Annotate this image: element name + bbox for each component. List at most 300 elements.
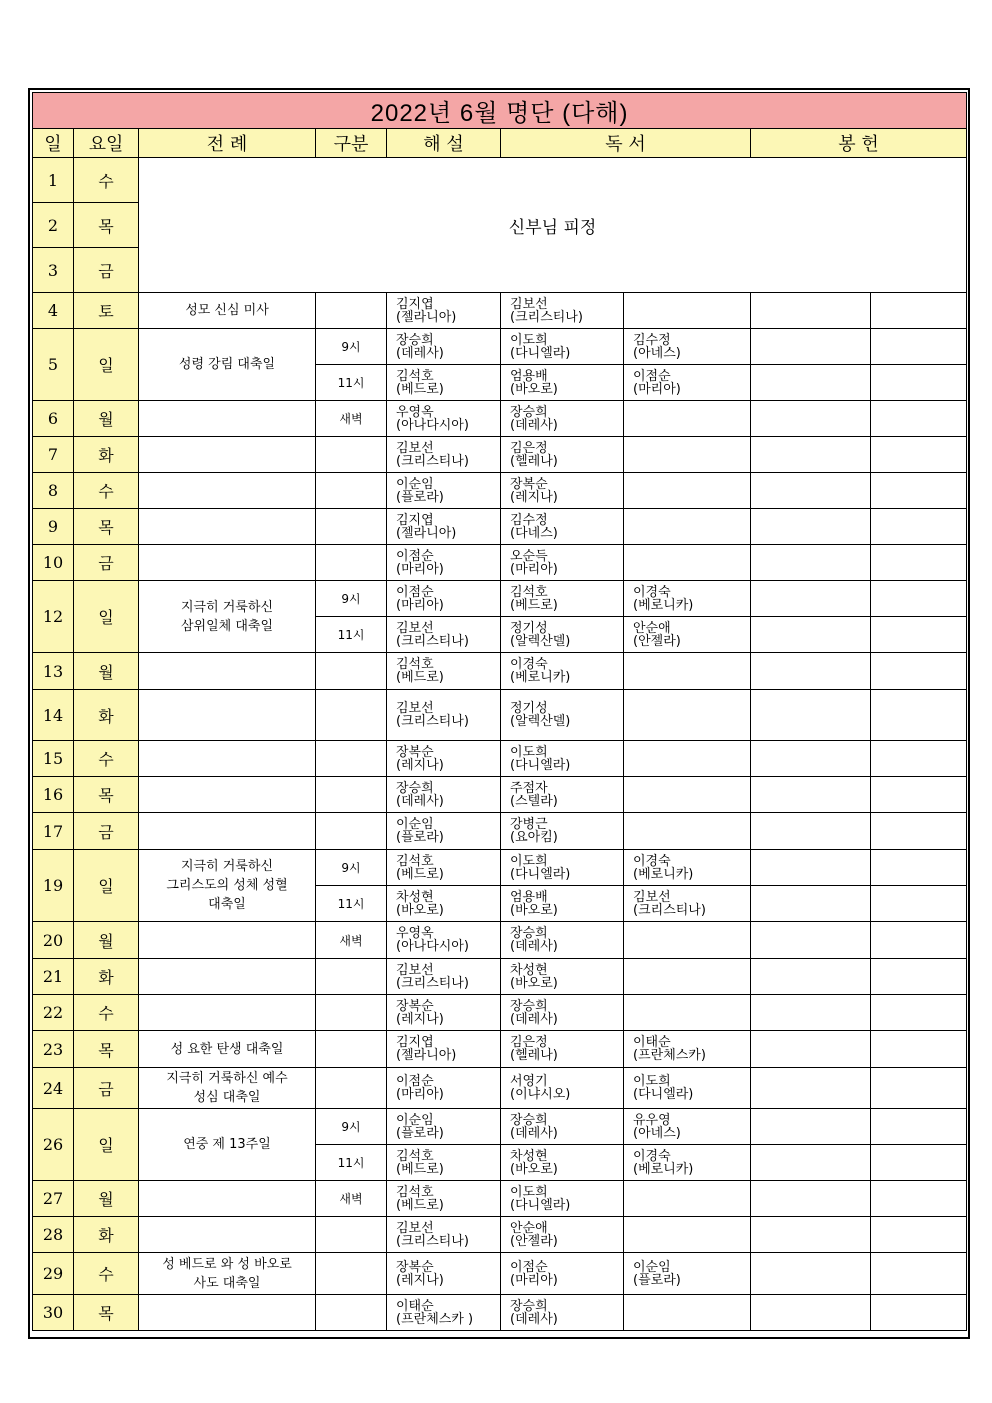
liturgy-cell [139, 1295, 316, 1331]
baptismal-name: (크리스티나) [510, 309, 583, 325]
person-name: 김보선 [396, 440, 434, 456]
name-cell [387, 1068, 501, 1109]
name-cell [387, 1253, 501, 1295]
day-number: 19 [33, 850, 74, 922]
person-name: 이순임 [396, 476, 434, 492]
name-cell [387, 293, 501, 329]
name-cell [624, 293, 751, 329]
table-row [33, 777, 967, 813]
weekday: 목 [74, 777, 139, 813]
liturgy-cell [139, 473, 316, 509]
table-row [33, 1068, 967, 1109]
offering-cell [751, 329, 871, 365]
service-type [316, 813, 387, 850]
baptismal-name: (플로라) [633, 1272, 681, 1288]
liturgy-cell: 성 요한 탄생 대축일 [139, 1031, 316, 1068]
offering-cell [751, 293, 871, 329]
person-name: 장승희 [396, 332, 434, 348]
table-row [33, 437, 967, 473]
baptismal-name: (베로니카) [633, 1161, 694, 1177]
table-row [33, 1295, 967, 1331]
offering-cell [871, 850, 967, 886]
service-type: 9시 [316, 329, 387, 365]
header-commentary: 해 설 [387, 129, 501, 158]
header-liturgy: 전 례 [139, 129, 316, 158]
name-cell [624, 777, 751, 813]
person-name: 이태순 [633, 1035, 671, 1050]
name-cell [501, 1217, 624, 1253]
weekday: 일 [74, 581, 139, 653]
service-type [316, 777, 387, 813]
table-row [33, 1217, 967, 1253]
name-cell [387, 1145, 501, 1181]
table-row [33, 741, 967, 777]
person-name: 장승희 [510, 1112, 548, 1128]
name-cell [387, 922, 501, 959]
weekday: 일 [74, 850, 139, 922]
baptismal-name: (마리아) [396, 561, 444, 577]
person-name: 김지엽 [396, 296, 434, 312]
day-number: 5 [33, 329, 74, 401]
name-cell [387, 365, 501, 401]
name-cell [624, 473, 751, 509]
day-number: 4 [33, 293, 74, 329]
service-type: 11시 [316, 617, 387, 653]
liturgy-cell [139, 995, 316, 1031]
person-name: 이순임 [396, 817, 434, 832]
table-row [33, 995, 967, 1031]
name-cell [387, 813, 501, 850]
table-row [33, 813, 967, 850]
day-number: 30 [33, 1295, 74, 1331]
offering-cell [871, 473, 967, 509]
person-name: 정기성 [510, 701, 548, 716]
table-row [33, 922, 967, 959]
name-cell [387, 617, 501, 653]
person-name: 서영기 [510, 1074, 548, 1089]
baptismal-name: (데레사) [396, 793, 444, 809]
weekday: 금 [74, 1068, 139, 1109]
baptismal-name: (데레사) [510, 417, 558, 433]
baptismal-name: (프란체스카) [633, 1048, 706, 1063]
weekday: 월 [74, 922, 139, 959]
baptismal-name: (베드로) [396, 1197, 444, 1213]
day-number: 8 [33, 473, 74, 509]
weekday: 금 [74, 545, 139, 581]
table-row [33, 1031, 967, 1068]
day-number: 10 [33, 545, 74, 581]
weekday: 목 [74, 1295, 139, 1331]
baptismal-name: (다니엘라) [510, 1197, 571, 1213]
baptismal-name: (마리아) [396, 597, 444, 613]
header-day: 일 [33, 129, 74, 158]
weekday: 목 [74, 203, 139, 248]
day-number: 6 [33, 401, 74, 437]
offering-cell [751, 850, 871, 886]
baptismal-name: (베로니카) [510, 670, 571, 685]
notice-text: 신부님 피정 [139, 158, 967, 293]
service-type [316, 690, 387, 741]
baptismal-name: (바오로) [396, 902, 444, 918]
service-type [316, 741, 387, 777]
day-number: 16 [33, 777, 74, 813]
name-cell [501, 653, 624, 690]
name-cell [501, 741, 624, 777]
person-name: 이도희 [510, 744, 548, 760]
name-cell [624, 545, 751, 581]
person-name: 김보선 [396, 962, 434, 978]
baptismal-name: (스텔라) [510, 793, 558, 809]
baptismal-name: (데레사) [510, 1011, 558, 1027]
person-name: 안순애 [510, 1220, 548, 1236]
baptismal-name: (바오로) [510, 902, 558, 918]
name-cell [624, 1145, 751, 1181]
person-name: 이태순 [396, 1298, 434, 1314]
day-number: 12 [33, 581, 74, 653]
liturgy-cell [139, 690, 316, 741]
liturgy-cell [139, 653, 316, 690]
liturgy-cell: 성령 강림 대축일 [139, 329, 316, 401]
header-reading: 독 서 [501, 129, 751, 158]
person-name: 장복순 [396, 998, 434, 1014]
service-type [316, 1068, 387, 1109]
liturgy-cell: 지극히 거룩하신 삼위일체 대축일 [139, 581, 316, 653]
offering-cell [871, 365, 967, 401]
baptismal-name: (베드로) [510, 597, 558, 613]
table-row [33, 581, 967, 617]
day-number: 21 [33, 959, 74, 995]
baptismal-name: (아나다시아) [396, 939, 469, 954]
baptismal-name: (안젤라) [510, 1233, 558, 1249]
name-cell [387, 401, 501, 437]
offering-cell [751, 509, 871, 545]
offering-cell [871, 1068, 967, 1109]
header-offering: 봉 헌 [751, 129, 967, 158]
day-number: 7 [33, 437, 74, 473]
offering-cell [751, 690, 871, 741]
person-name: 이도희 [510, 332, 548, 348]
offering-cell [871, 401, 967, 437]
day-number: 9 [33, 509, 74, 545]
person-name: 차성현 [396, 889, 434, 905]
name-cell [387, 1109, 501, 1145]
person-name: 김보선 [396, 620, 434, 636]
person-name: 이경숙 [633, 584, 671, 600]
day-number: 28 [33, 1217, 74, 1253]
offering-cell [871, 922, 967, 959]
person-name: 김수정 [633, 332, 671, 348]
offering-cell [751, 653, 871, 690]
day-number: 2 [33, 203, 74, 248]
name-cell [501, 329, 624, 365]
baptismal-name: (요아킴) [510, 830, 558, 845]
table-row [33, 401, 967, 437]
name-cell [501, 813, 624, 850]
baptismal-name: (베드로) [396, 866, 444, 882]
person-name: 엄용배 [510, 889, 548, 905]
name-cell [624, 922, 751, 959]
name-cell [501, 959, 624, 995]
baptismal-name: (플로라) [396, 1125, 444, 1141]
baptismal-name: (바오로) [510, 381, 558, 397]
table-row [33, 690, 967, 741]
offering-cell [871, 509, 967, 545]
roster-frame [28, 88, 970, 1339]
table-row [33, 293, 967, 329]
table-row [33, 653, 967, 690]
baptismal-name: (이냐시오) [510, 1087, 571, 1102]
name-cell [501, 1181, 624, 1217]
name-cell [501, 886, 624, 922]
baptismal-name: (레지나) [396, 1272, 444, 1288]
service-type: 새벽 [316, 922, 387, 959]
baptismal-name: (크리스티나) [396, 633, 469, 649]
name-cell [501, 365, 624, 401]
name-cell [501, 437, 624, 473]
liturgy-cell [139, 741, 316, 777]
offering-cell [751, 1145, 871, 1181]
name-cell [501, 473, 624, 509]
baptismal-name: (베로니카) [633, 597, 694, 613]
name-cell [501, 401, 624, 437]
baptismal-name: (플로라) [396, 830, 444, 845]
table-row [33, 1181, 967, 1217]
offering-cell [751, 995, 871, 1031]
table-row [33, 473, 967, 509]
offering-cell [751, 1068, 871, 1109]
weekday: 수 [74, 995, 139, 1031]
offering-cell [871, 293, 967, 329]
name-cell [501, 1145, 624, 1181]
name-cell [387, 1031, 501, 1068]
baptismal-name: (레지나) [396, 1011, 444, 1027]
baptismal-name: (데레사) [396, 345, 444, 361]
offering-cell [871, 741, 967, 777]
offering-cell [871, 1295, 967, 1331]
offering-cell [751, 365, 871, 401]
weekday: 월 [74, 653, 139, 690]
person-name: 김은정 [510, 1035, 548, 1050]
name-cell [624, 850, 751, 886]
baptismal-name: (다네스) [510, 525, 558, 541]
day-number: 24 [33, 1068, 74, 1109]
offering-cell [871, 1145, 967, 1181]
name-cell [387, 1181, 501, 1217]
weekday: 금 [74, 813, 139, 850]
liturgy-cell [139, 1181, 316, 1217]
service-type: 11시 [316, 886, 387, 922]
baptismal-name: (젤라니아) [396, 525, 457, 541]
baptismal-name: (크리스티나) [396, 714, 469, 729]
liturgy-cell [139, 437, 316, 473]
day-number: 13 [33, 653, 74, 690]
person-name: 이도희 [633, 1074, 671, 1089]
name-cell [387, 690, 501, 741]
service-type [316, 545, 387, 581]
name-cell [624, 509, 751, 545]
person-name: 장승희 [396, 780, 434, 796]
baptismal-name: (베드로) [396, 1161, 444, 1177]
baptismal-name: (아네스) [633, 345, 681, 361]
table-row [33, 850, 967, 886]
person-name: 이점순 [396, 548, 434, 564]
day-number: 15 [33, 741, 74, 777]
person-name: 이순임 [633, 1259, 671, 1275]
liturgy-cell [139, 959, 316, 995]
service-type: 9시 [316, 1109, 387, 1145]
weekday: 수 [74, 1253, 139, 1295]
weekday: 월 [74, 401, 139, 437]
person-name: 안순애 [633, 620, 671, 636]
table-row [33, 509, 967, 545]
name-cell [387, 509, 501, 545]
person-name: 김석호 [396, 657, 434, 672]
baptismal-name: (마리아) [510, 1272, 558, 1288]
name-cell [387, 473, 501, 509]
person-name: 김석호 [396, 368, 434, 384]
table-row [33, 158, 967, 203]
offering-cell [871, 437, 967, 473]
person-name: 김보선 [396, 1220, 434, 1236]
baptismal-name: (레지나) [396, 757, 444, 773]
name-cell [624, 617, 751, 653]
baptismal-name: (알렉산델) [510, 633, 571, 649]
person-name: 김보선 [396, 701, 434, 716]
name-cell [501, 509, 624, 545]
offering-cell [871, 617, 967, 653]
offering-cell [751, 813, 871, 850]
person-name: 이점순 [396, 1074, 434, 1089]
offering-cell [871, 545, 967, 581]
name-cell [501, 545, 624, 581]
person-name: 김수정 [510, 512, 548, 528]
person-name: 장승희 [510, 1298, 548, 1314]
weekday: 수 [74, 473, 139, 509]
day-number: 29 [33, 1253, 74, 1295]
baptismal-name: (크리스티나) [396, 1233, 469, 1249]
person-name: 오순득 [510, 548, 548, 564]
baptismal-name: (헬레나) [510, 453, 558, 469]
service-type [316, 653, 387, 690]
service-type [316, 995, 387, 1031]
name-cell [624, 1295, 751, 1331]
service-type [316, 1031, 387, 1068]
name-cell [387, 1295, 501, 1331]
offering-cell [871, 581, 967, 617]
day-number: 23 [33, 1031, 74, 1068]
name-cell [624, 886, 751, 922]
baptismal-name: (베드로) [396, 381, 444, 397]
person-name: 이경숙 [510, 657, 548, 672]
name-cell [624, 365, 751, 401]
person-name: 이순임 [396, 1112, 434, 1128]
name-cell [387, 995, 501, 1031]
weekday: 수 [74, 741, 139, 777]
person-name: 이경숙 [633, 1148, 671, 1164]
liturgy-cell [139, 401, 316, 437]
person-name: 김지엽 [396, 1035, 434, 1050]
offering-cell [871, 1217, 967, 1253]
name-cell [624, 1253, 751, 1295]
day-number: 1 [33, 158, 74, 203]
offering-cell [871, 886, 967, 922]
offering-cell [871, 777, 967, 813]
name-cell [501, 690, 624, 741]
roster-table [32, 92, 967, 1331]
name-cell [387, 545, 501, 581]
baptismal-name: (데레사) [510, 1311, 558, 1327]
offering-cell [871, 1181, 967, 1217]
name-cell [624, 1068, 751, 1109]
table-row [33, 1109, 967, 1145]
baptismal-name: (크리스티나) [633, 902, 706, 918]
offering-cell [871, 653, 967, 690]
person-name: 장복순 [396, 744, 434, 760]
baptismal-name: (크리스티나) [396, 975, 469, 991]
offering-cell [751, 777, 871, 813]
header-weekday: 요일 [74, 129, 139, 158]
liturgy-cell [139, 777, 316, 813]
offering-cell [751, 1253, 871, 1295]
liturgy-cell [139, 922, 316, 959]
name-cell [387, 777, 501, 813]
offering-cell [751, 1109, 871, 1145]
person-name: 이점순 [633, 368, 671, 384]
baptismal-name: (데레사) [510, 1125, 558, 1141]
baptismal-name: (아네스) [633, 1125, 681, 1141]
service-type: 9시 [316, 581, 387, 617]
weekday: 목 [74, 509, 139, 545]
person-name: 주점자 [510, 780, 548, 796]
service-type: 11시 [316, 1145, 387, 1181]
offering-cell [751, 545, 871, 581]
name-cell [501, 293, 624, 329]
liturgy-cell [139, 1217, 316, 1253]
offering-cell [751, 473, 871, 509]
person-name: 김석호 [396, 853, 434, 869]
person-name: 김석호 [396, 1184, 434, 1200]
person-name: 김석호 [396, 1148, 434, 1164]
name-cell [501, 1253, 624, 1295]
name-cell [501, 581, 624, 617]
baptismal-name: (바오로) [510, 975, 558, 991]
offering-cell [751, 1295, 871, 1331]
header-type: 구분 [316, 129, 387, 158]
name-cell [624, 1181, 751, 1217]
table-row [33, 1253, 967, 1295]
name-cell [624, 690, 751, 741]
name-cell [624, 581, 751, 617]
person-name: 장승희 [510, 998, 548, 1014]
person-name: 김지엽 [396, 512, 434, 528]
weekday: 화 [74, 1217, 139, 1253]
service-type [316, 509, 387, 545]
name-cell [624, 995, 751, 1031]
offering-cell [751, 437, 871, 473]
liturgy-cell: 성모 신심 미사 [139, 293, 316, 329]
name-cell [387, 329, 501, 365]
day-number: 17 [33, 813, 74, 850]
name-cell [387, 959, 501, 995]
liturgy-cell [139, 509, 316, 545]
name-cell [501, 1109, 624, 1145]
service-type: 9시 [316, 850, 387, 886]
name-cell [624, 329, 751, 365]
day-number: 14 [33, 690, 74, 741]
name-cell [624, 741, 751, 777]
offering-cell [871, 690, 967, 741]
person-name: 장복순 [396, 1259, 434, 1275]
